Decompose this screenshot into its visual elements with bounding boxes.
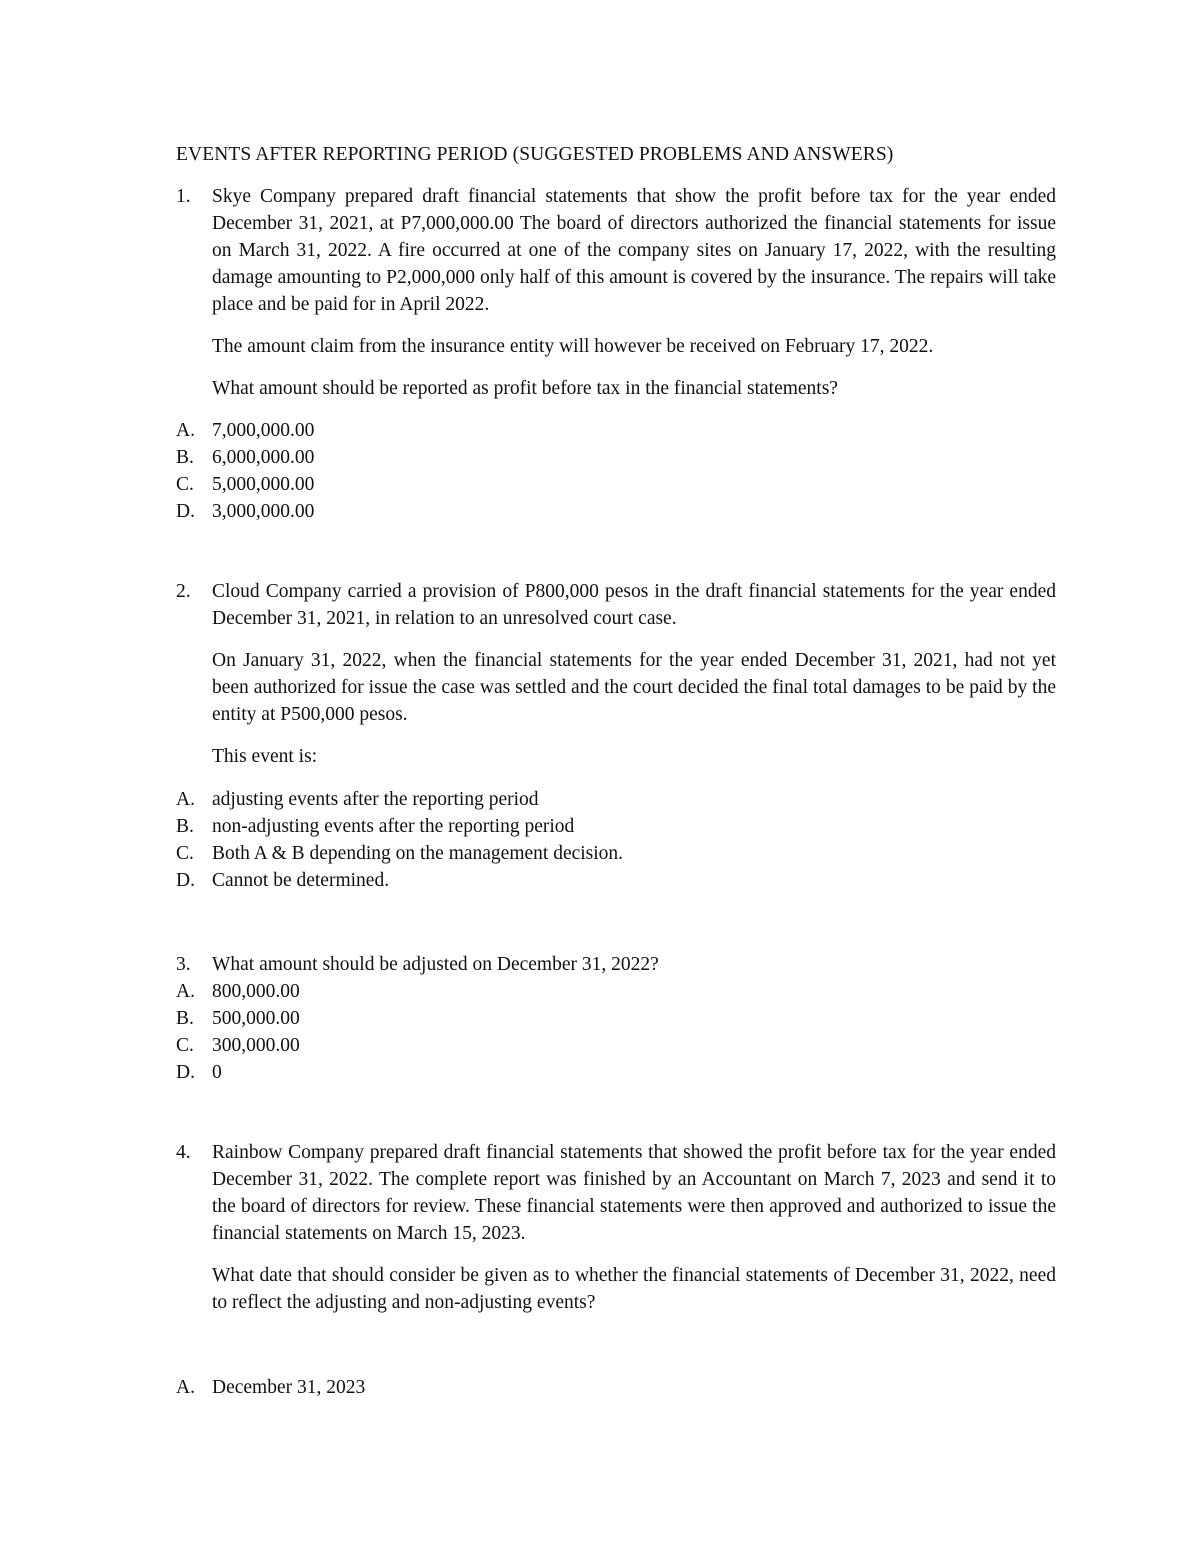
- choice-text: 3,000,000.00: [212, 501, 315, 522]
- question-paragraph: Skye Company prepared draft financial statements that show the profit before tax for the year ended December 31, 2021, at P7,000,000.00 The board of directors authorized the financial statements for issue on March 31, 2022. A fire occurred at one of the company sites on January 17, 2022, with the resulting damage amounting to P2,000,000 only half of this amount is covered by the insurance. The repairs will take place and be paid for in April 2022.: [212, 186, 1056, 315]
- choice-item: [176, 840, 1056, 867]
- choice-label: C.: [176, 843, 194, 864]
- question-prompt: This event is:: [212, 746, 318, 767]
- question-number: 4.: [176, 1142, 191, 1163]
- choice-item: [176, 813, 1056, 840]
- question-number: 2.: [176, 581, 191, 602]
- choice-label: D.: [176, 870, 195, 891]
- question-paragraph: On January 31, 2022, when the financial statements for the year ended December 31, 2021, had not yet been authorized for issue the case was settled and the court decided the final total damages to be paid by the entity at P500,000 pesos.: [212, 650, 1056, 725]
- choice-item: [176, 417, 1056, 444]
- question-number: 1.: [176, 186, 191, 207]
- choice-text: 800,000.00: [212, 981, 300, 1002]
- answer-choices-3: [176, 978, 1056, 1086]
- page-title: EVENTS AFTER REPORTING PERIOD (SUGGESTED PROBLEMS AND ANSWERS): [176, 144, 894, 165]
- choice-item: [176, 786, 1056, 813]
- choice-item: [176, 444, 1056, 471]
- choice-item: [176, 498, 1056, 525]
- choice-item: [176, 1374, 1056, 1401]
- choice-text: 6,000,000.00: [212, 447, 315, 468]
- question-body: [212, 578, 1056, 770]
- choice-text: Cannot be determined.: [212, 870, 390, 891]
- question-body: [212, 183, 1056, 402]
- answer-choices-2: [176, 786, 1056, 894]
- choice-text: 7,000,000.00: [212, 420, 315, 441]
- choice-item: [176, 1032, 1056, 1059]
- choice-text: 0: [212, 1062, 222, 1083]
- choice-label: D.: [176, 1062, 195, 1083]
- choice-label: D.: [176, 501, 195, 522]
- choice-item: [176, 1059, 1056, 1086]
- choice-item: [176, 978, 1056, 1005]
- question-paragraph: Cloud Company carried a provision of P800,000 pesos in the draft financial statements for the year ended December 31, 2021, in relation to an unresolved court case.: [212, 581, 1056, 629]
- choice-text: Both A & B depending on the management decision.: [212, 843, 624, 864]
- choice-item: [176, 867, 1056, 894]
- choice-text: 300,000.00: [212, 1035, 300, 1056]
- choice-label: A.: [176, 1377, 195, 1398]
- choice-label: B.: [176, 1008, 194, 1029]
- question-prompt: What date that should consider be given as to whether the financial statements of December 31, 2022, need to reflect the adjusting and non-adjusting events?: [212, 1265, 1056, 1313]
- question-4: [176, 1139, 1056, 1316]
- question-prompt: What amount should be adjusted on December 31, 2022?: [212, 954, 659, 975]
- question-body: [212, 951, 1056, 978]
- choice-label: B.: [176, 816, 194, 837]
- choice-text: December 31, 2023: [212, 1377, 366, 1398]
- answer-choices-1: [176, 417, 1056, 525]
- question-1: [176, 183, 1056, 402]
- choice-label: C.: [176, 474, 194, 495]
- answer-choices-4: [176, 1374, 1056, 1401]
- choice-label: A.: [176, 420, 195, 441]
- choice-item: [176, 1005, 1056, 1032]
- question-3: [176, 951, 1056, 978]
- choice-text: 500,000.00: [212, 1008, 300, 1029]
- question-paragraph: Rainbow Company prepared draft financial statements that showed the profit before tax for the year ended December 31, 2022. The complete report was finished by an Accountant on March 7, 2023 and send it to the board of directors for review. These financial statements were then approved and authorized to issue the financial statements on March 15, 2023.: [212, 1142, 1056, 1244]
- choice-label: A.: [176, 981, 195, 1002]
- choice-text: non-adjusting events after the reporting period: [212, 816, 575, 837]
- choice-label: B.: [176, 447, 194, 468]
- question-body: [212, 1139, 1056, 1316]
- question-2: [176, 578, 1056, 770]
- choice-item: [176, 471, 1056, 498]
- choice-text: 5,000,000.00: [212, 474, 315, 495]
- choice-label: C.: [176, 1035, 194, 1056]
- question-number: 3.: [176, 954, 191, 975]
- choice-text: adjusting events after the reporting period: [212, 789, 539, 810]
- choice-label: A.: [176, 789, 195, 810]
- question-paragraph: The amount claim from the insurance entity will however be received on February 17, 2022.: [212, 336, 934, 357]
- question-prompt: What amount should be reported as profit before tax in the financial statements?: [212, 378, 838, 399]
